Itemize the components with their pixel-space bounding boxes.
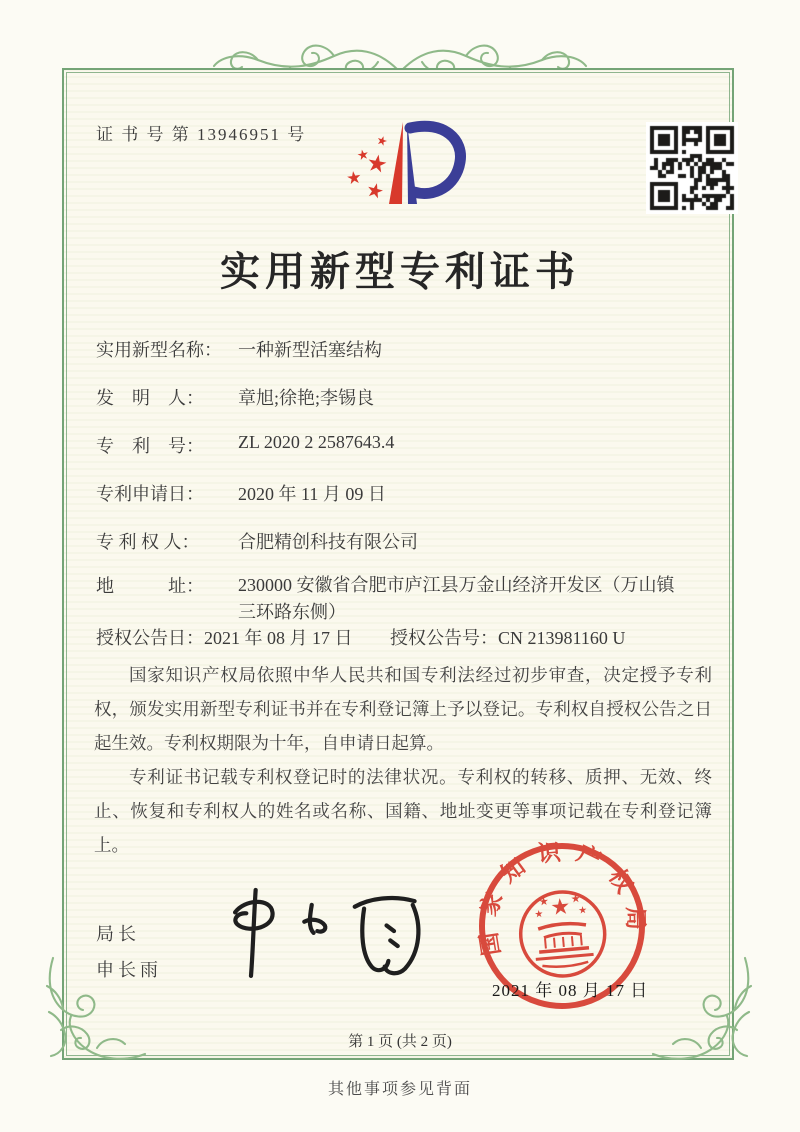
page-number: 第 1 页 (共 2 页) <box>348 1034 452 1050</box>
field-label: 实用新型名称： <box>96 340 222 360</box>
field-row-patent-number <box>96 432 394 458</box>
field-row-inventors <box>96 384 374 410</box>
grant-number-pair <box>390 624 625 650</box>
field-row-grant <box>96 624 736 650</box>
field-label: 发 明 人： <box>96 388 204 408</box>
grant-number-label: 授权公告号： <box>390 628 498 648</box>
cnipa-logo-icon <box>330 106 480 226</box>
field-value: ZL 2020 2 2587643.4 <box>238 432 395 452</box>
director-title: 局长 <box>96 924 140 944</box>
field-value: 230000 安徽省合肥市庐江县万金山经济开发区（万山镇三环路东侧） <box>238 575 675 622</box>
field-label: 地 址： <box>96 576 204 596</box>
grant-date-value: 2021 年 08 月 17 日 <box>204 628 353 648</box>
field-row-invention-name <box>96 336 382 362</box>
certificate-title: 实用新型专利证书 <box>220 249 580 294</box>
field-label: 专 利 号： <box>96 436 204 456</box>
field-row-filing-date <box>96 480 386 506</box>
svg-text:国家知识产权局 <box>468 833 651 958</box>
field-label: 专 利 权 人： <box>96 532 200 552</box>
field-value: 一种新型活塞结构 <box>238 340 382 360</box>
legal-paragraph-2: 专利证书记载专利权登记时的法律状况。专利权的转移、质押、无效、终止、恢复和专利权人的姓名或名称、国籍、地址变更等事项记载在专利登记簿上。 <box>94 767 712 855</box>
legal-paragraph-1: 国家知识产权局依照中华人民共和国专利法经过初步审查，决定授予专利权，颁发实用新型专利证书并在专利登记簿上予以登记。专利权自授权公告之日起生效。专利权期限为十年，自申请日起算。 <box>94 665 712 753</box>
director-name: 申长雨 <box>96 960 162 980</box>
director-signature-image <box>222 876 437 988</box>
field-value: 合肥精创科技有限公司 <box>238 532 418 552</box>
back-side-note: 其他事项参见背面 <box>327 1081 472 1098</box>
field-value: 章旭;徐艳;李锡良 <box>238 388 375 408</box>
seal-text: 国家知识产权局 <box>474 838 649 958</box>
grant-number-value: CN 213981160 U <box>498 628 626 648</box>
field-label: 专利申请日： <box>96 484 204 504</box>
field-value: 2020 年 11 月 09 日 <box>238 484 386 504</box>
certificate-number: 证 书 号 第 13946951 号 <box>96 125 307 144</box>
qr-code <box>646 122 738 214</box>
field-row-patentee <box>96 528 418 554</box>
seal-date: 2021 年 08 月 17 日 <box>492 981 649 1000</box>
field-row-address <box>96 572 684 626</box>
grant-date-label: 授权公告日： <box>96 628 204 648</box>
